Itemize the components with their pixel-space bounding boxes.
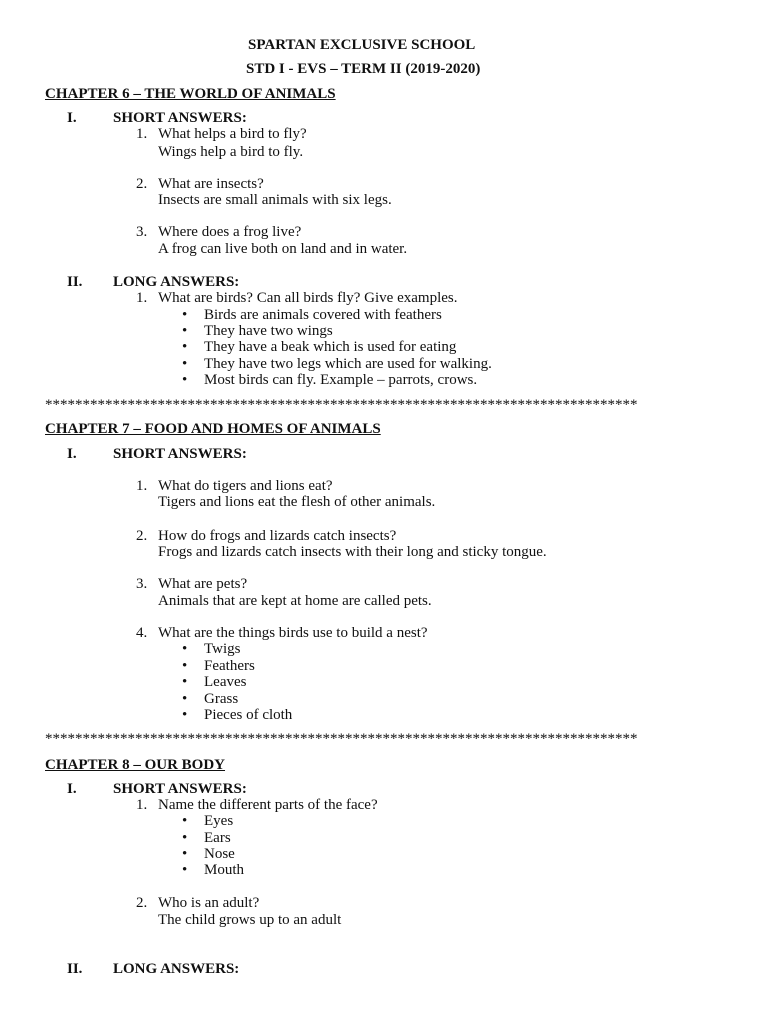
question-number: 1. bbox=[136, 126, 148, 142]
question: How do frogs and lizards catch insects? bbox=[158, 528, 397, 544]
answer: Frogs and lizards catch insects with their long and sticky tongue. bbox=[158, 544, 547, 560]
section-number: I. bbox=[67, 781, 77, 797]
question: What are the things birds use to build a nest? bbox=[158, 625, 428, 641]
document-subtitle: STD I - EVS – TERM II (2019-2020) bbox=[246, 61, 481, 77]
bullet-item: • Ears bbox=[204, 830, 231, 847]
bullet-item: • Twigs bbox=[204, 641, 240, 658]
question-number: 3. bbox=[136, 224, 148, 240]
question: What are insects? bbox=[158, 176, 264, 192]
section-title: SHORT ANSWERS: bbox=[113, 446, 247, 462]
section-title: LONG ANSWERS: bbox=[113, 961, 240, 977]
section-title: SHORT ANSWERS: bbox=[113, 781, 247, 797]
answer: Animals that are kept at home are called pets. bbox=[158, 593, 432, 609]
question-number: 1. bbox=[136, 797, 148, 813]
question: Who is an adult? bbox=[158, 895, 260, 911]
bullet-item: • Leaves bbox=[204, 674, 246, 691]
chapter-6-title: CHAPTER 6 – THE WORLD OF ANIMALS bbox=[45, 86, 336, 102]
question-number: 3. bbox=[136, 576, 148, 592]
question-number: 2. bbox=[136, 895, 148, 911]
bullet-item: • Most birds can fly. Example – parrots, crows. bbox=[204, 372, 477, 389]
section-number: I. bbox=[67, 110, 77, 126]
bullet-item: • Pieces of cloth bbox=[204, 707, 292, 724]
question-number: 2. bbox=[136, 528, 148, 544]
bullet-item: • They have two wings bbox=[204, 323, 333, 340]
question-number: 1. bbox=[136, 290, 148, 306]
bullet-item: • Grass bbox=[204, 691, 238, 708]
bullet-item: • Nose bbox=[204, 846, 235, 863]
answer: The child grows up to an adult bbox=[158, 912, 342, 928]
bullet-item: • They have two legs which are used for walking. bbox=[204, 356, 492, 373]
chapter-8-title: CHAPTER 8 – OUR BODY bbox=[45, 757, 226, 773]
question: What are pets? bbox=[158, 576, 248, 592]
separator: ******************************************************************************* bbox=[45, 731, 638, 747]
question: What are birds? Can all birds fly? Give examples. bbox=[158, 290, 458, 306]
question: Name the different parts of the face? bbox=[158, 797, 378, 813]
answer: Insects are small animals with six legs. bbox=[158, 192, 392, 208]
question: Where does a frog live? bbox=[158, 224, 302, 240]
bullet-item: • Eyes bbox=[204, 813, 233, 830]
answer: Tigers and lions eat the flesh of other animals. bbox=[158, 494, 436, 510]
question: What helps a bird to fly? bbox=[158, 126, 307, 142]
chapter-7-title: CHAPTER 7 – FOOD AND HOMES OF ANIMALS bbox=[45, 421, 381, 437]
section-number: I. bbox=[67, 446, 77, 462]
question: What do tigers and lions eat? bbox=[158, 478, 333, 494]
answer: A frog can live both on land and in water. bbox=[158, 241, 408, 257]
separator: ******************************************************************************* bbox=[45, 397, 638, 413]
bullet-item: • They have a beak which is used for eating bbox=[204, 339, 456, 356]
question-number: 2. bbox=[136, 176, 148, 192]
section-number: II. bbox=[67, 274, 83, 290]
section-number: II. bbox=[67, 961, 83, 977]
question-number: 4. bbox=[136, 625, 148, 641]
school-name: SPARTAN EXCLUSIVE SCHOOL bbox=[248, 37, 476, 53]
answer: Wings help a bird to fly. bbox=[158, 144, 304, 160]
section-title: LONG ANSWERS: bbox=[113, 274, 240, 290]
section-title: SHORT ANSWERS: bbox=[113, 110, 247, 126]
bullet-item: • Feathers bbox=[204, 658, 255, 675]
bullet-item: • Mouth bbox=[204, 862, 244, 879]
bullet-item: • Birds are animals covered with feathers bbox=[204, 307, 442, 324]
question-number: 1. bbox=[136, 478, 148, 494]
